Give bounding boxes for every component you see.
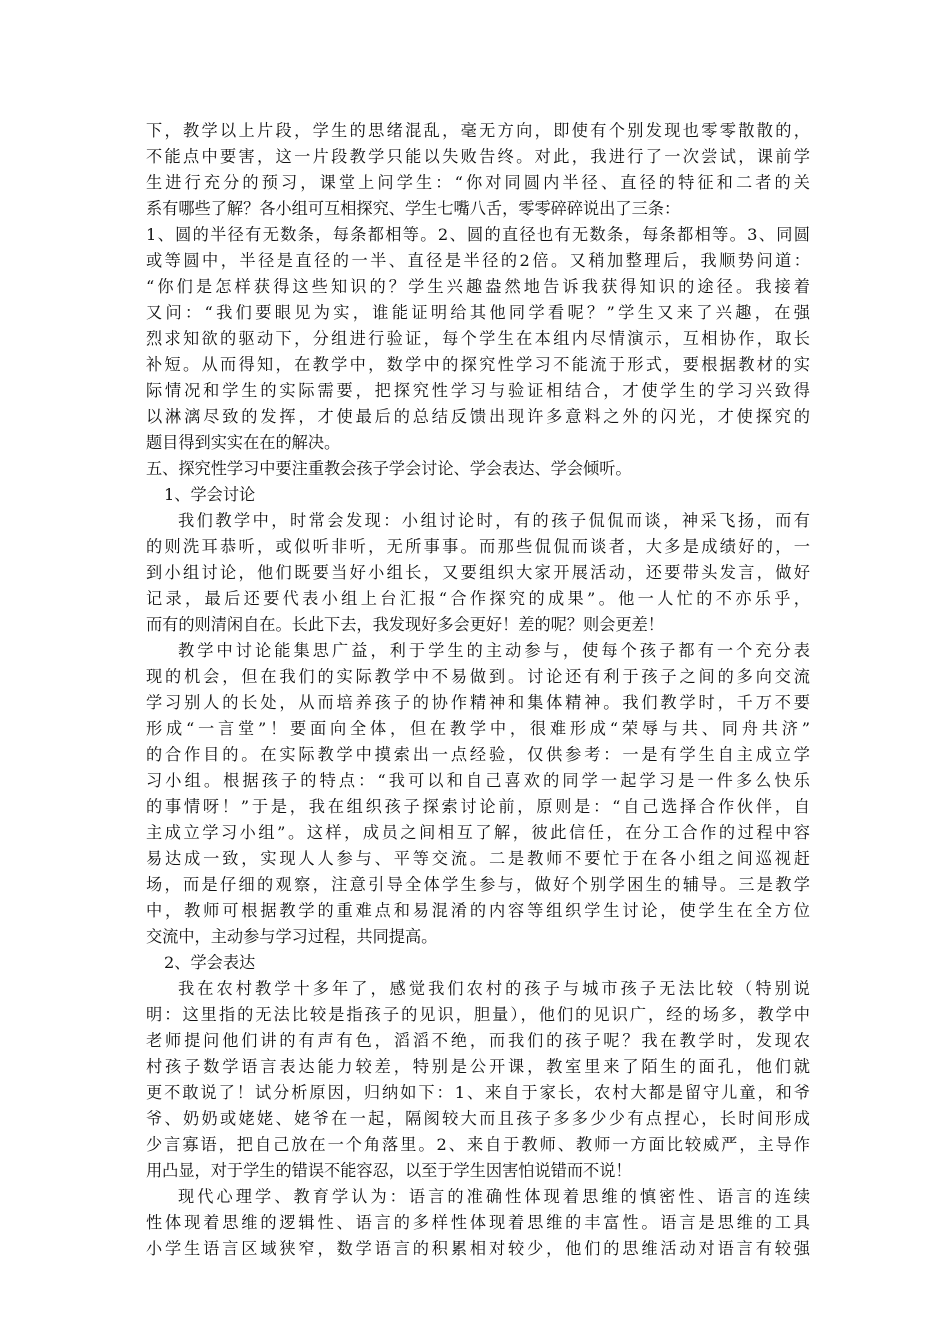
text-line: 爷、奶奶或姥姥、姥爷在一起，隔阂较大而且孩子多多少少有点捏心，长时间形成 bbox=[146, 1109, 810, 1128]
text-line: 明：这里指的无法比较是指孩子的见识，胆量），他们的见识广，经的场多，教学中 bbox=[146, 1005, 810, 1024]
text-line: 五、探究性学习中要注重教会孩子学会讨论、学会表达、学会倾听。 bbox=[146, 459, 632, 478]
text-line: 的合作目的。在实际教学中摸索出一点经验，仅供参考：一是有学生自主成立学 bbox=[146, 745, 810, 764]
text-line: 的则洗耳恭听，或似听非听，无所事事。而那些侃侃而谈者，大多是成绩好的，一 bbox=[146, 537, 810, 556]
text-line: 不能点中要害，这一片段教学只能以失败告终。对此，我进行了一次尝试，课前学 bbox=[146, 147, 810, 166]
text-line: 2、学会表达 bbox=[164, 953, 256, 972]
text-line: 形成“一言堂”！要面向全体，但在教学中，很难形成“荣辱与共、同舟共济” bbox=[146, 719, 810, 738]
text-line: 以淋漓尽致的发挥，才使最后的总结反馈出现许多意料之外的闪光，才使探究的 bbox=[146, 407, 810, 426]
text-line: 学习别人的长处，从而培养孩子的协作精神和集体精神。我们教学时，千万不要 bbox=[146, 693, 810, 712]
text-line: 用凸显，对于学生的错误不能容忍，以至于学生因害怕说错而不说！ bbox=[146, 1161, 632, 1180]
text-line: 主成立学习小组”。这样，成员之间相互了解，彼此信任，在分工合作的过程中容 bbox=[146, 823, 810, 842]
text-line: 小学生语言区域狭窄，数学语言的积累相对较少，他们的思维活动对语言有较强 bbox=[146, 1239, 810, 1258]
text-line: 而有的则清闲自在。长此下去，我发现好多会更好！差的呢？则会更差！ bbox=[146, 615, 664, 634]
text-line: 我在农村教学十多年了，感觉我们农村的孩子与城市孩子无法比较（特别说 bbox=[178, 979, 810, 998]
text-line: 性体现着思维的逻辑性、语言的多样性体现着思维的丰富性。语言是思维的工具 bbox=[146, 1213, 810, 1232]
text-line: 更不敢说了！试分析原因，归纳如下：1、来自于家长，农村大都是留守儿童，和爷 bbox=[146, 1083, 810, 1102]
text-line: 现代心理学、教育学认为：语言的准确性体现着思维的慎密性、语言的连续 bbox=[178, 1187, 810, 1206]
text-line: 题目得到实实在在的解决。 bbox=[146, 433, 341, 452]
text-line: 习小组。根据孩子的特点：“我可以和自己喜欢的同学一起学习是一件多么快乐 bbox=[146, 771, 810, 790]
text-line: 记录，最后还要代表小组上台汇报“合作探究的成果”。他一人忙的不亦乐乎， bbox=[146, 589, 810, 608]
text-line: 到小组讨论，他们既要当好小组长，又要组织大家开展活动，还要带头发言，做好 bbox=[146, 563, 810, 582]
text-line: 1、圆的半径有无数条，每条都相等。2、圆的直径也有无数条，每条都相等。3、同圆 bbox=[146, 225, 810, 244]
text-line: 我们教学中，时常会发现：小组讨论时，有的孩子侃侃而谈，神采飞扬，而有 bbox=[178, 511, 810, 530]
text-line: 老师提问他们讲的有声有色，滔滔不绝，而我们的孩子呢？我在教学时，发现农 bbox=[146, 1031, 810, 1050]
text-line: 生进行充分的预习，课堂上问学生：“你对同圆内半径、直径的特征和二者的关 bbox=[146, 173, 810, 192]
text-line: 际情况和学生的实际需要，把探究性学习与验证相结合，才使学生的学习兴致得 bbox=[146, 381, 810, 400]
text-line: 交流中，主动参与学习过程，共同提高。 bbox=[146, 927, 438, 946]
text-line: 或等圆中，半径是直径的一半、直径是半径的2倍。又稍加整理后，我顺势问道： bbox=[146, 251, 810, 270]
text-line: 少言寡语，把自己放在一个角落里。2、来自于教师、教师一方面比较威严，主导作 bbox=[146, 1135, 810, 1154]
text-line: 下，教学以上片段，学生的思绪混乱，毫无方向，即使有个别发现也零零散散的， bbox=[146, 121, 810, 140]
text-line: 补短。从而得知，在教学中，数学中的探究性学习不能流于形式，要根据教材的实 bbox=[146, 355, 810, 374]
text-line: 现的机会，但在我们的实际教学中不易做到。讨论还有利于孩子之间的多向交流 bbox=[146, 667, 810, 686]
document-page bbox=[146, 118, 810, 1262]
text-line: 系有哪些了解？各小组可互相探究、学生七嘴八舌，零零碎碎说出了三条： bbox=[146, 199, 681, 218]
text-line: 易达成一致，实现人人参与、平等交流。二是教师不要忙于在各小组之间巡视赶 bbox=[146, 849, 810, 868]
text-line: 1、学会讨论 bbox=[164, 485, 256, 504]
text-line: 的事情呀！”于是，我在组织孩子探索讨论前，原则是：“自己选择合作伙伴，自 bbox=[146, 797, 810, 816]
text-line: 烈求知欲的驱动下，分组进行验证，每个学生在本组内尽情演示，互相协作，取长 bbox=[146, 329, 810, 348]
text-line: 又问：“我们要眼见为实，谁能证明给其他同学看呢？”学生又来了兴趣，在强 bbox=[146, 303, 810, 322]
text-line: 中，教师可根据教学的重难点和易混淆的内容等组织学生讨论，使学生在全方位 bbox=[146, 901, 810, 920]
text-line: “你们是怎样获得这些知识的？学生兴趣盎然地告诉我获得知识的途径。我接着 bbox=[146, 277, 810, 296]
text-line: 村孩子数学语言表达能力较差，特别是公开课，教室里来了陌生的面孔，他们就 bbox=[146, 1057, 810, 1076]
text-line: 场，而是仔细的观察，注意引导全体学生参与，做好个别学困生的辅导。三是教学 bbox=[146, 875, 810, 894]
text-line: 教学中讨论能集思广益，利于学生的主动参与，使每个孩子都有一个充分表 bbox=[178, 641, 810, 660]
